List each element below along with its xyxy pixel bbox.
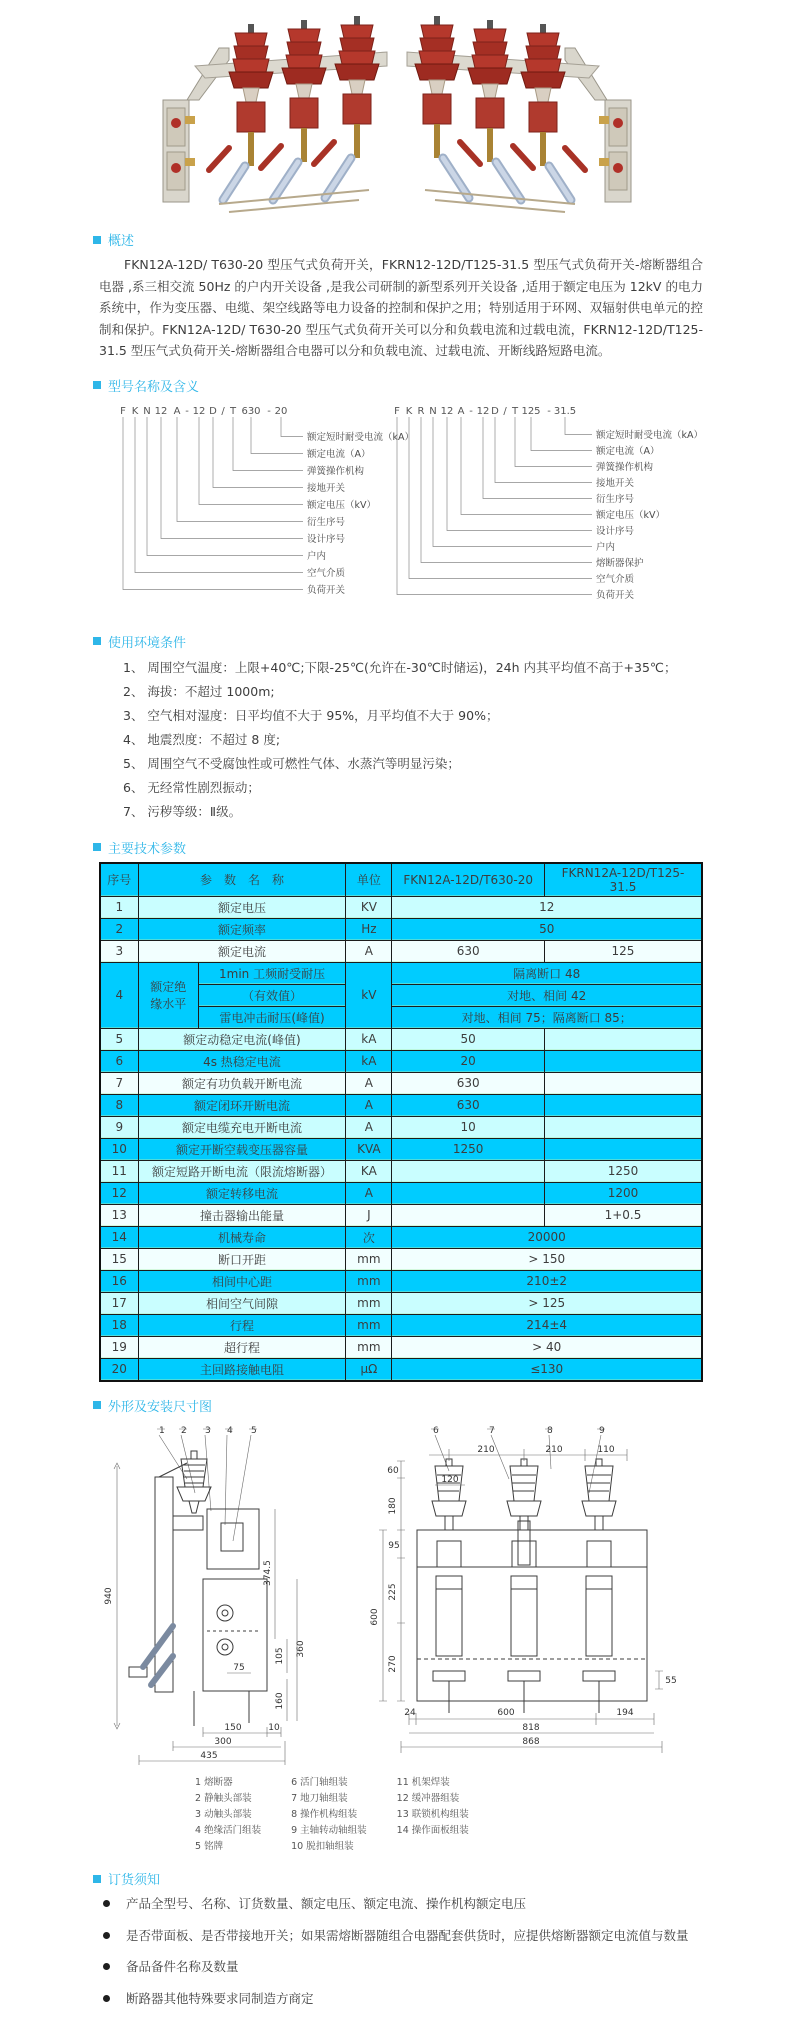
cell-value: 214±4 (392, 1314, 702, 1336)
cell-no: 19 (100, 1336, 138, 1358)
ordering-item (103, 1988, 703, 2011)
svg-text:125: 125 (521, 405, 541, 417)
section-title: 主要技术参数 (108, 841, 187, 857)
model-code-left (120, 406, 287, 417)
legend-item: 6 活门轴组装 (291, 1776, 348, 1788)
table-row (100, 1358, 702, 1381)
cell-name: 额定开断空载变压器容量 (138, 1138, 346, 1160)
left-view-drawing (104, 1426, 306, 1765)
svg-text:额定电压（kV）: 额定电压（kV） (307, 499, 377, 511)
svg-text:12: 12 (154, 405, 168, 417)
cell-unit: kA (346, 1028, 392, 1050)
cell-value (544, 1138, 702, 1160)
svg-text:熔断器保护: 熔断器保护 (596, 557, 644, 569)
legend-item: 14 操作面板组装 (396, 1824, 469, 1836)
env-item: 2、 海拔：不超过 1000m; (123, 683, 275, 699)
svg-text:868: 868 (522, 1736, 540, 1747)
section-bullet-icon (93, 637, 101, 645)
table-row (100, 1248, 702, 1270)
cell-no: 13 (100, 1204, 138, 1226)
svg-text:弹簧操作机构: 弹簧操作机构 (307, 465, 365, 477)
table-row (100, 1270, 702, 1292)
cell-name: 机械寿命 (138, 1226, 346, 1248)
dimension-figure (99, 1421, 703, 1856)
legend-column-1 (195, 1775, 261, 1856)
svg-text:-: - (469, 405, 473, 417)
svg-text:95: 95 (388, 1540, 400, 1551)
cell-value: 1200 (544, 1182, 702, 1204)
svg-text:N: N (429, 405, 437, 417)
svg-text:-: - (267, 405, 271, 417)
svg-text:K: K (405, 405, 413, 417)
model-diagram-left (115, 400, 415, 615)
env-item: 6、 无经常性剧烈振动； (123, 779, 260, 795)
cell-name: 额定绝缘水平 (138, 962, 198, 1028)
cell-value (544, 1072, 702, 1094)
svg-text:150: 150 (224, 1722, 242, 1733)
svg-text:55: 55 (665, 1675, 677, 1686)
svg-text:180: 180 (388, 1496, 398, 1515)
cell-unit: KVA (346, 1138, 392, 1160)
cell-no: 3 (100, 940, 138, 962)
svg-text:20: 20 (274, 405, 288, 417)
table-row (100, 940, 702, 962)
cell-no: 20 (100, 1358, 138, 1381)
table-row (100, 1182, 702, 1204)
cell-value: 630 (392, 1072, 545, 1094)
section-bullet-icon (93, 381, 101, 389)
load-switch-photo-left (163, 16, 387, 212)
svg-text:弹簧操作机构: 弹簧操作机构 (596, 461, 654, 473)
cell-name: 额定电缆充电开断电流 (138, 1116, 346, 1138)
cell-value: ≤130 (392, 1358, 702, 1381)
cell-name: 额定闭环开断电流 (138, 1094, 346, 1116)
table-row (100, 918, 702, 940)
cell-no: 8 (100, 1094, 138, 1116)
svg-text:T: T (229, 405, 237, 417)
environment-list (123, 656, 703, 824)
cell-value (392, 1160, 545, 1182)
ordering-item-text: 断路器其他特殊要求同制造方商定 (126, 1990, 314, 2006)
cell-name: 额定频率 (138, 918, 346, 940)
svg-text:衍生序号: 衍生序号 (596, 493, 635, 505)
bullet-dot-icon (103, 1995, 110, 2002)
table-row (100, 1094, 702, 1116)
env-item: 5、 周围空气不受腐蚀性或可燃性气体、水蒸汽等明显污染； (123, 755, 460, 771)
svg-text:818: 818 (522, 1722, 540, 1733)
model-labels-right (596, 429, 703, 601)
table-row (100, 1072, 702, 1094)
cell-no: 18 (100, 1314, 138, 1336)
cell-value (544, 1116, 702, 1138)
bullet-dot-icon (103, 1900, 110, 1907)
legend-item: 5 铭牌 (195, 1841, 224, 1853)
cell-unit: mm (346, 1336, 392, 1358)
cell-value: 1250 (392, 1138, 545, 1160)
svg-text:-: - (185, 405, 189, 417)
svg-text:设计序号: 设计序号 (596, 525, 635, 537)
cell-name: 额定动稳定电流(峰值) (138, 1028, 346, 1050)
cell-value: 125 (544, 940, 702, 962)
cell-name: 额定短路开断电流（限流熔断器） (138, 1160, 346, 1182)
svg-text:110: 110 (597, 1444, 615, 1455)
svg-text:-: - (547, 405, 551, 417)
table-row (100, 962, 702, 984)
table-row (100, 1050, 702, 1072)
svg-text:D: D (491, 405, 499, 417)
cell-value (544, 1094, 702, 1116)
cell-unit: A (346, 1094, 392, 1116)
cell-unit: 次 (346, 1226, 392, 1248)
svg-text:R: R (417, 405, 425, 417)
section-header-overview (93, 230, 703, 249)
cell-value (544, 1050, 702, 1072)
cell-unit: Hz (346, 918, 392, 940)
cell-value: 1250 (544, 1160, 702, 1182)
cell-no: 4 (100, 962, 138, 1028)
col-header-model1: FKN12A-12D/T630-20 (392, 863, 545, 897)
legend-item: 12 缓冲器组装 (396, 1792, 460, 1804)
cell-value: 10 (392, 1116, 545, 1138)
model-code-right (394, 406, 576, 417)
cell-unit: A (346, 1116, 392, 1138)
model-diagram-right (391, 400, 703, 615)
svg-text:N: N (143, 405, 151, 417)
cell-value: 12 (392, 896, 702, 918)
cell-value: 隔离断口 48 (392, 962, 702, 984)
cell-value (392, 1204, 545, 1226)
cell-unit: A (346, 1182, 392, 1204)
product-spec-page (0, 6, 793, 2010)
svg-text:7: 7 (489, 1425, 495, 1436)
table-row (100, 896, 702, 918)
cell-name: 主回路接触电阻 (138, 1358, 346, 1381)
cell-value: > 40 (392, 1336, 702, 1358)
cell-no: 2 (100, 918, 138, 940)
overview-paragraph: FKN12A-12D/ T630-20 型压气式负荷开关，FKRN12-12D/T125-31.5 型压气式负荷开关-熔断器组合电器 ,系三相交流 50Hz 的户内开关设备 ,是我公司研制的新型系列开关设备 ,适用于额定电压为 12kV 的电力系统中，作为变压器、电缆、架空线路等电力设备的控制和保护之用；特别适用于环网、双辐射供电单元的控制和保护。FKN12A-12D/ T630-20 型压气式负荷开关可以分和负载电流和过载电流，FKRN12-12D/T125-31.5 型压气式负荷开关-熔断器组合电器可以分和负载电流、过载电流、开断线路短路电流。 (99, 257, 703, 358)
section-header-environment (93, 632, 703, 651)
svg-text:K: K (131, 405, 139, 417)
col-header-no: 序号 (100, 863, 138, 897)
cell-value (392, 1182, 545, 1204)
cell-name: 超行程 (138, 1336, 346, 1358)
svg-text:435: 435 (200, 1750, 218, 1761)
svg-text:接地开关: 接地开关 (307, 482, 346, 494)
cell-no: 5 (100, 1028, 138, 1050)
svg-text:194: 194 (616, 1707, 634, 1718)
svg-text:4: 4 (227, 1425, 233, 1436)
cell-value: 50 (392, 918, 702, 940)
cell-no: 17 (100, 1292, 138, 1314)
cell-subname: 1min 工频耐受耐压 (198, 962, 345, 984)
col-header-name: 参 数 名 称 (138, 863, 346, 897)
section-header-ordering (93, 1869, 703, 1888)
svg-text:空气介质: 空气介质 (307, 567, 346, 579)
svg-text:D: D (209, 405, 217, 417)
cell-unit: μΩ (346, 1358, 392, 1381)
table-row (100, 1226, 702, 1248)
cell-unit: mm (346, 1314, 392, 1336)
svg-text:210: 210 (477, 1444, 495, 1455)
table-row (100, 1204, 702, 1226)
svg-text:A: A (457, 405, 465, 417)
section-header-figure (93, 1396, 703, 1415)
svg-text:600: 600 (497, 1707, 515, 1718)
section-header-parameters (93, 838, 703, 857)
svg-text:374.5: 374.5 (263, 1559, 273, 1586)
legend-item: 10 脱扣轴组装 (291, 1841, 354, 1853)
cell-name: 相间中心距 (138, 1270, 346, 1292)
front-view-drawing (370, 1426, 677, 1753)
cell-name: 额定有功负载开断电流 (138, 1072, 346, 1094)
svg-text:12: 12 (192, 405, 206, 417)
section-header-model (93, 376, 703, 395)
svg-text:600: 600 (370, 1607, 380, 1626)
svg-text:12: 12 (440, 405, 454, 417)
svg-text:设计序号: 设计序号 (307, 533, 346, 545)
svg-text:额定电流（A）: 额定电流（A） (307, 448, 371, 460)
parts-legend (195, 1775, 703, 1856)
cell-no: 9 (100, 1116, 138, 1138)
cell-value: 20000 (392, 1226, 702, 1248)
cell-value (544, 1028, 702, 1050)
section-bullet-icon (93, 1875, 101, 1883)
legend-item: 1 熔断器 (195, 1776, 233, 1788)
svg-text:12: 12 (476, 405, 490, 417)
ordering-item (103, 1925, 703, 1948)
legend-item: 13 联锁机构组装 (396, 1808, 469, 1820)
ordering-list (103, 1893, 703, 2010)
table-row (100, 1028, 702, 1050)
cell-no: 10 (100, 1138, 138, 1160)
table-row (100, 1336, 702, 1358)
legend-item: 8 操作机构组装 (291, 1808, 358, 1820)
svg-text:负荷开关: 负荷开关 (307, 584, 346, 596)
cell-name: 4s 热稳定电流 (138, 1050, 346, 1072)
legend-item: 4 绝缘活门组装 (195, 1824, 262, 1836)
load-switch-photo-right (407, 16, 631, 212)
env-item: 1、 周围空气温度：上限+40℃;下限-25℃(允许在-30℃时储运)，24h 内其平均值不高于+35℃； (123, 659, 677, 675)
svg-text:160: 160 (275, 1691, 285, 1710)
svg-text:F: F (120, 405, 126, 417)
svg-text:负荷开关: 负荷开关 (596, 589, 635, 601)
model-fanout-lines (397, 417, 592, 595)
env-item: 4、 地震烈度：不超过 8 度; (123, 731, 281, 747)
cell-name: 相间空气间隙 (138, 1292, 346, 1314)
cell-unit: KA (346, 1160, 392, 1182)
cell-unit: kA (346, 1050, 392, 1072)
cell-no: 12 (100, 1182, 138, 1204)
cell-name: 断口开距 (138, 1248, 346, 1270)
table-row (100, 1314, 702, 1336)
legend-item: 2 静触头部装 (195, 1792, 252, 1804)
table-row (100, 1292, 702, 1314)
svg-text:940: 940 (104, 1586, 114, 1605)
svg-text:270: 270 (388, 1654, 398, 1673)
cell-unit: KV (346, 896, 392, 918)
cell-value: 对地、相间 75；隔离断口 85； (392, 1006, 702, 1028)
section-title: 订货须知 (108, 1873, 161, 1889)
svg-text:户内: 户内 (307, 550, 327, 562)
cell-unit: mm (346, 1292, 392, 1314)
ordering-item-text: 产品全型号、名称、订货数量、额定电压、额定电流、操作机构额定电压 (126, 1896, 527, 1912)
cell-subname: （有效值） (198, 984, 345, 1006)
cell-name: 撞击器输出能量 (138, 1204, 346, 1226)
load-switch-photo-pair (157, 6, 637, 216)
cell-name: 行程 (138, 1314, 346, 1336)
section-title: 使用环境条件 (108, 635, 187, 651)
cell-value: > 150 (392, 1248, 702, 1270)
cell-no: 14 (100, 1226, 138, 1248)
svg-text:A: A (173, 405, 181, 417)
svg-text:300: 300 (214, 1736, 232, 1747)
svg-text:T: T (511, 405, 519, 417)
col-header-model2: FKRN12A-12D/T125-31.5 (544, 863, 702, 897)
cell-subname: 雷电冲击耐压(峰值) (198, 1006, 345, 1028)
cell-value: 20 (392, 1050, 545, 1072)
cell-unit: kV (346, 962, 392, 1028)
svg-text:衍生序号: 衍生序号 (307, 516, 346, 528)
svg-text:3: 3 (205, 1425, 211, 1436)
cell-value: 630 (392, 1094, 545, 1116)
cell-value: 50 (392, 1028, 545, 1050)
cell-value: 1+0.5 (544, 1204, 702, 1226)
svg-text:2: 2 (181, 1425, 187, 1436)
cell-value: > 125 (392, 1292, 702, 1314)
cell-no: 16 (100, 1270, 138, 1292)
section-bullet-icon (93, 236, 101, 244)
model-diagrams (99, 400, 703, 618)
cell-name: 额定电压 (138, 896, 346, 918)
cell-value: 210±2 (392, 1270, 702, 1292)
svg-text:10: 10 (268, 1722, 280, 1733)
legend-item: 7 地刀轴组装 (291, 1792, 348, 1804)
svg-text:210: 210 (545, 1444, 563, 1455)
cell-value: 对地、相间 42 (392, 984, 702, 1006)
cell-value: 630 (392, 940, 545, 962)
svg-text:空气介质: 空气介质 (596, 573, 635, 585)
col-header-unit: 单位 (346, 863, 392, 897)
svg-text:360: 360 (296, 1639, 306, 1658)
svg-text:户内: 户内 (596, 541, 616, 553)
svg-text:105: 105 (275, 1646, 285, 1665)
svg-text:额定短时耐受电流（kA）: 额定短时耐受电流（kA） (596, 429, 703, 441)
svg-text:630: 630 (241, 405, 261, 417)
svg-text:9: 9 (599, 1425, 605, 1436)
ordering-item (103, 1893, 703, 1916)
svg-text:额定电流（A）: 额定电流（A） (596, 445, 660, 457)
cell-no: 15 (100, 1248, 138, 1270)
section-bullet-icon (93, 843, 101, 851)
svg-text:/: / (221, 405, 225, 417)
svg-text:120: 120 (441, 1474, 459, 1485)
svg-text:1: 1 (159, 1425, 165, 1436)
svg-text:接地开关: 接地开关 (596, 477, 635, 489)
svg-text:5: 5 (251, 1425, 257, 1436)
legend-item: 3 动触头部装 (195, 1808, 252, 1820)
cell-unit: A (346, 940, 392, 962)
model-fanout-lines (123, 417, 303, 590)
bullet-dot-icon (103, 1963, 110, 1970)
svg-text:75: 75 (233, 1662, 245, 1673)
legend-column-2 (291, 1775, 367, 1856)
page-content (99, 230, 703, 2010)
cell-unit: J (346, 1204, 392, 1226)
dimension-drawing (99, 1421, 703, 1769)
ordering-item-text: 备品备件名称及数量 (126, 1959, 239, 1975)
cell-unit: A (346, 1072, 392, 1094)
cell-name: 额定电流 (138, 940, 346, 962)
table-header-row (100, 863, 702, 897)
cell-no: 7 (100, 1072, 138, 1094)
section-title: 概述 (108, 234, 135, 249)
svg-text:额定短时耐受电流（kA）: 额定短时耐受电流（kA） (307, 431, 415, 443)
env-item: 3、 空气相对湿度：日平均值不大于 95%，月平均值不大于 90%； (123, 707, 499, 723)
env-item: 7、 污秽等级：Ⅱ级。 (123, 803, 242, 819)
ordering-item (103, 1956, 703, 1979)
ordering-item-text: 是否带面板、是否带接地开关；如果需熔断器随组合电器配套供货时，应提供熔断器额定电流值与数量 (126, 1927, 689, 1943)
svg-text:F: F (394, 405, 400, 417)
table-row (100, 1160, 702, 1182)
legend-item: 11 机架焊装 (396, 1776, 450, 1788)
table-row (100, 1138, 702, 1160)
section-bullet-icon (93, 1401, 101, 1409)
section-title: 型号名称及含义 (108, 379, 200, 395)
section-title: 外形及安装尺寸图 (108, 1399, 213, 1415)
parameters-table (99, 862, 703, 1382)
svg-text:24: 24 (404, 1707, 416, 1718)
cell-no: 11 (100, 1160, 138, 1182)
cell-no: 6 (100, 1050, 138, 1072)
svg-text:6: 6 (433, 1425, 439, 1436)
svg-text:8: 8 (547, 1425, 553, 1436)
svg-text:60: 60 (387, 1465, 399, 1476)
product-photos (157, 6, 637, 216)
cell-unit: mm (346, 1270, 392, 1292)
legend-column-3 (397, 1775, 469, 1856)
bullet-dot-icon (103, 1932, 110, 1939)
cell-no: 1 (100, 896, 138, 918)
table-row (100, 1116, 702, 1138)
svg-text:额定电压（kV）: 额定电压（kV） (596, 509, 666, 521)
svg-text:31.5: 31.5 (553, 405, 577, 417)
cell-unit: mm (346, 1248, 392, 1270)
cell-name: 额定转移电流 (138, 1182, 346, 1204)
svg-text:225: 225 (388, 1582, 398, 1601)
svg-text:/: / (503, 405, 507, 417)
legend-item: 9 主轴转动轴组装 (291, 1824, 367, 1836)
